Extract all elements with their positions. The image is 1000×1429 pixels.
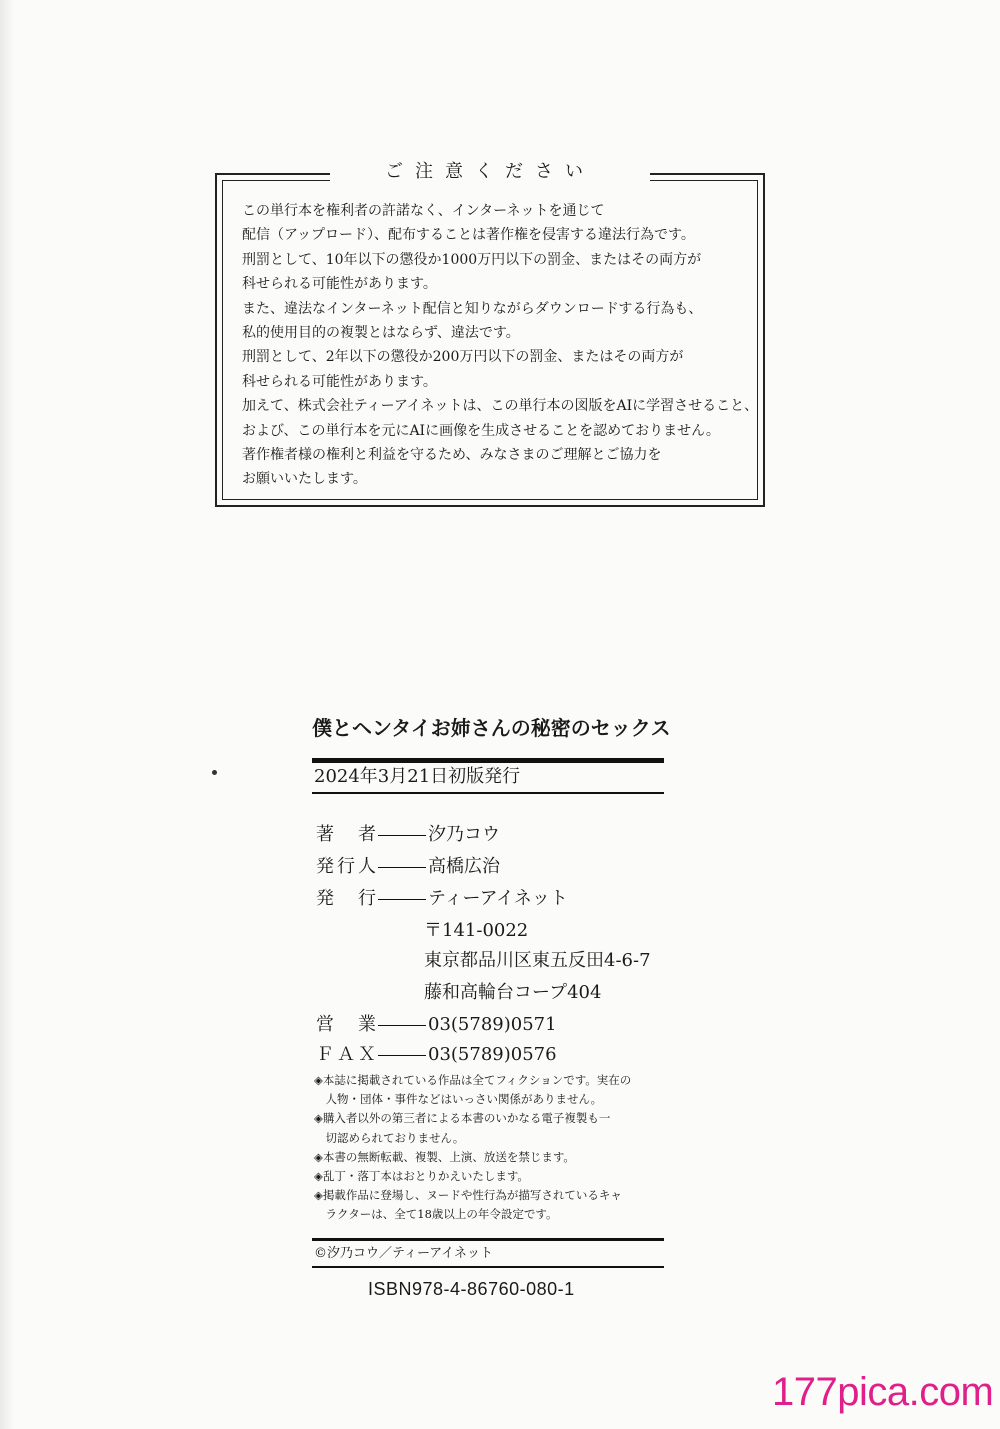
author-name: 汐乃コウ	[428, 824, 500, 845]
note-line: 切認められておりません。	[314, 1130, 465, 1145]
dash-separator	[378, 867, 426, 868]
publication-date: 2024年3月21日初版発行	[314, 766, 521, 787]
note-line: ◈掲載作品に登場し、ヌードや性行為が描写されているキャ	[314, 1188, 622, 1203]
postal-code: 〒141-0022	[424, 920, 529, 941]
notice-line: お願いいたします。	[242, 471, 367, 488]
dash-separator	[378, 899, 426, 900]
fax-label: ＦＡＸ	[316, 1044, 376, 1065]
dash-separator	[378, 835, 426, 836]
author-label: 著 者	[316, 824, 376, 845]
credit-row-issuer	[316, 854, 500, 880]
address-line-1: 東京都品川区東五反田4-6-7	[424, 950, 651, 971]
publisher-label: 発 行	[316, 888, 376, 909]
note-line: 人物・団体・事件などはいっさい関係がありません。	[314, 1092, 603, 1107]
note-line: ◈本書の無断転載、複製、上演、放送を禁じます。	[314, 1149, 575, 1164]
notice-line: 科せられる可能性があります。	[242, 276, 437, 293]
notice-line: 刑罰として、2年以下の懲役か200万円以下の罰金、またはその両方が	[242, 349, 684, 366]
notice-line: この単行本を権利者の許諾なく、インターネットを通じて	[242, 203, 605, 219]
note-line: ◈乱丁・落丁本はおとりかえいたします。	[314, 1169, 529, 1184]
issuer-name: 高橋広治	[428, 856, 500, 877]
notice-line: 加えて、株式会社ティーアイネットは、この単行本の図版をAIに学習させること、	[242, 398, 759, 415]
notice-line: 刑罰として、10年以下の懲役か1000万円以下の罰金、またはその両方が	[242, 251, 702, 268]
site-watermark: 177pica.com	[772, 1370, 994, 1414]
note-line: ◈本誌に掲載されている作品は全てフィクションです。実在の	[314, 1073, 632, 1087]
dash-separator	[378, 1025, 426, 1026]
credit-row-sales	[316, 1012, 557, 1038]
isbn: ISBN978-4-86760-080-1	[368, 1279, 575, 1299]
notice-line: また、違法なインターネット配信と知りながらダウンロードする行為も、	[242, 300, 703, 317]
date-rule	[312, 792, 664, 794]
notice-line: 科せられる可能性があります。	[242, 373, 437, 390]
credit-row-fax	[316, 1042, 557, 1068]
fax-number: 03(5789)0576	[428, 1044, 557, 1065]
notice-title: ご注意ください	[330, 158, 650, 186]
address-line-2: 藤和高輪台コープ404	[424, 982, 602, 1003]
copyright-rule	[312, 1266, 664, 1268]
notice-line: 著作権者様の権利と利益を守るため、みなさまのご理解とご協力を	[242, 446, 662, 463]
notes-rule	[312, 1238, 664, 1241]
dash-separator	[378, 1055, 426, 1056]
note-line: ◈購入者以外の第三者による本書のいかなる電子複製も一	[314, 1111, 611, 1126]
credit-row-publisher	[316, 886, 568, 912]
book-title: 僕とヘンタイお姉さんの秘密のセックス	[312, 716, 671, 740]
notice-text	[242, 199, 762, 492]
title-rule	[312, 758, 664, 763]
stray-dot-mark	[212, 770, 217, 775]
legal-notes	[314, 1071, 674, 1225]
notice-line: 私的使用目的の複製とはならず、違法です。	[242, 324, 520, 341]
credit-row-author	[316, 822, 500, 848]
sales-phone: 03(5789)0571	[428, 1014, 557, 1035]
sales-label: 営 業	[316, 1014, 376, 1035]
copyright-line: ©汐乃コウ／ティーアイネット	[314, 1246, 494, 1261]
publisher-name: ティーアイネット	[428, 888, 568, 909]
notice-line: 配信（アップロード）、配布することは著作権を侵害する違法行為です。	[242, 227, 695, 244]
note-line: ラクターは、全て18歳以上の年令設定です。	[314, 1207, 558, 1222]
page-edge-shadow	[0, 0, 14, 1429]
notice-line: および、この単行本を元にAIに画像を生成させることを認めておりません。	[242, 422, 720, 439]
issuer-label: 発行人	[316, 856, 376, 877]
